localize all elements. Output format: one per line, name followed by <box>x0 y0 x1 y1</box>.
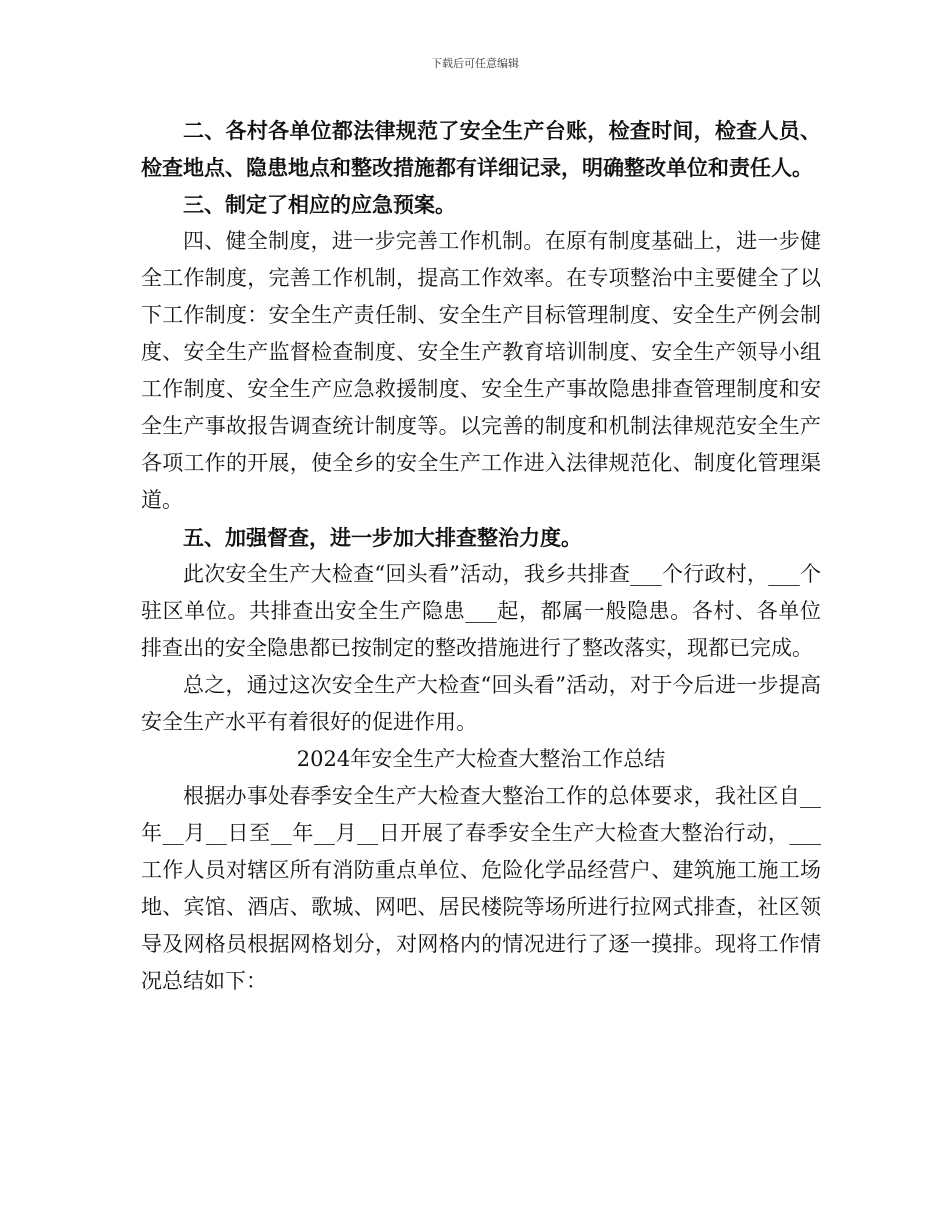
paragraph-inspection-results: 此次安全生产大检查“回头看”活动，我乡共排查___个行政村，___个驻区单位。共排查出安全生产隐患___起，都属一般隐患。各村、各单位排查出的安全隐患都已按制定的整改措施进行了整改落实，现都已完成。 <box>141 562 821 660</box>
paragraph-section-four: 四、健全制度，进一步完善工作机制。在原有制度基础上，进一步健全工作制度，完善工作机制，提高工作效率。在专项整治中主要健全了以下工作制度：安全生产责任制、安全生产目标管理制度、安全生产例会制度、安全生产监督检查制度、安全生产教育培训制度、安全生产领导小组工作制度、安全生产应急救援制度、安全生产事故隐患排查管理制度和安全生产事故报告调查统计制度等。以完善的制度和机制法律规范安全生产各项工作的开展，使全乡的安全生产工作进入法律规范化、制度化管理渠道。 <box>141 229 821 512</box>
section-title: 2024年安全生产大检查大整治工作总结 <box>296 747 666 771</box>
paragraph-conclusion: 总之，通过这次安全生产大检查“回头看”活动，对于今后进一步提高安全生产水平有着很好的促进作用。 <box>141 673 821 734</box>
page-header-note: 下载后可任意编辑 <box>431 57 519 70</box>
paragraph-summary-intro: 根据办事处春季安全生产大检查大整治工作的总体要求，我社区自__年__月__日至__年__月__日开展了春季安全生产大检查大整治行动，___工作人员对辖区所有消防重点单位、危险化学品经营户、建筑施工施工场地、宾馆、酒店、歌城、网吧、居民楼院等场所进行拉网式排查，社区领导及网格员根据网格划分，对网格内的情况进行了逐一摸排。现将工作情况总结如下： <box>141 784 821 993</box>
paragraph-section-two: 二、各村各单位都法律规范了安全生产台账，检查时间，检查人员、检查地点、隐患地点和整改措施都有详细记录，明确整改单位和责任人。 <box>141 118 821 180</box>
paragraph-section-five: 五、加强督查，进一步加大排查整治力度。 <box>183 525 582 550</box>
document-body <box>141 112 821 1000</box>
paragraph-section-three: 三、制定了相应的应急预案。 <box>183 192 456 217</box>
